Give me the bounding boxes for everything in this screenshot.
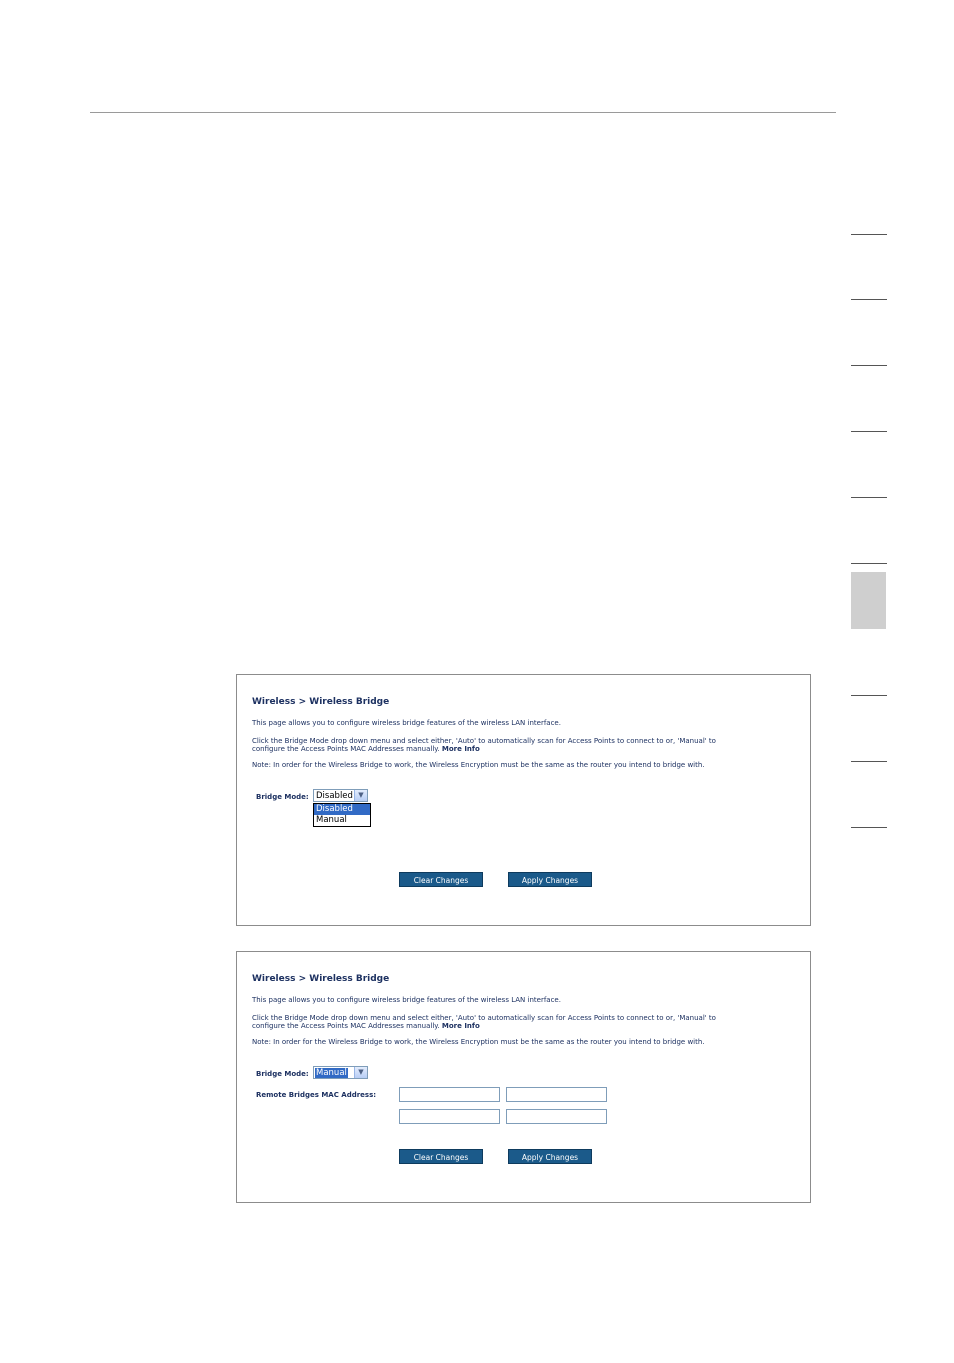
mac-address-field-2[interactable] [506, 1087, 607, 1102]
mac-address-label: Remote Bridges MAC Address: [256, 1091, 377, 1099]
instruction-text-line2: configure the Access Points MAC Addresses manually. More Info [252, 1022, 480, 1030]
note-text: Note: In order for the Wireless Bridge to work, the Wireless Encryption must be the same as the router you intend to bridge with. [252, 761, 705, 769]
bridge-mode-value: Disabled [316, 791, 353, 801]
wireless-bridge-panel-disabled [236, 674, 811, 926]
bridge-mode-label: Bridge Mode: [256, 1070, 309, 1078]
mac-address-field-1[interactable] [399, 1087, 500, 1102]
intro-text: This page allows you to configure wireless bridge features of the wireless LAN interface. [252, 996, 561, 1004]
section-tab-9 [851, 827, 887, 828]
header-rule [90, 112, 836, 113]
page-title: Wireless > Wireless Bridge [252, 697, 390, 707]
clear-changes-button[interactable]: Clear Changes [399, 872, 483, 887]
bridge-mode-value: Manual [316, 1068, 347, 1078]
clear-changes-button[interactable]: Clear Changes [399, 1149, 483, 1164]
bridge-mode-dropdown[interactable] [313, 803, 371, 827]
dropdown-option-disabled[interactable]: Disabled [314, 804, 370, 815]
apply-changes-button[interactable]: Apply Changes [508, 1149, 592, 1164]
page-title: Wireless > Wireless Bridge [252, 974, 390, 984]
more-info-link[interactable]: More Info [441, 1022, 480, 1030]
bridge-mode-select[interactable] [313, 789, 368, 802]
note-text: Note: In order for the Wireless Bridge to work, the Wireless Encryption must be the same as the router you intend to bridge with. [252, 1038, 705, 1046]
dropdown-option-manual[interactable]: Manual [316, 815, 347, 825]
chevron-down-icon[interactable]: ▼ [354, 790, 367, 801]
apply-changes-button[interactable]: Apply Changes [508, 872, 592, 887]
wireless-bridge-panel-manual [236, 951, 811, 1203]
section-tab-3 [851, 365, 887, 366]
bridge-mode-select[interactable] [313, 1066, 368, 1079]
section-tab-4 [851, 431, 887, 432]
section-tab-1 [851, 234, 887, 235]
more-info-link[interactable]: More Info [441, 745, 480, 753]
mac-address-field-4[interactable] [506, 1109, 607, 1124]
section-tab-2 [851, 299, 887, 300]
instruction-text-line1: Click the Bridge Mode drop down menu and select either, 'Auto' to automatically scan for Access Points to connect to or, 'Manual' to [252, 1014, 716, 1022]
section-tab-7 [851, 695, 887, 696]
mac-address-field-3[interactable] [399, 1109, 500, 1124]
instruction-text-line1: Click the Bridge Mode drop down menu and select either, 'Auto' to automatically scan for Access Points to connect to or, 'Manual' to [252, 737, 716, 745]
bridge-mode-label: Bridge Mode: [256, 793, 309, 801]
section-tab-active [851, 572, 886, 629]
section-tab-5 [851, 497, 887, 498]
instruction-text-line2: configure the Access Points MAC Addresses manually. More Info [252, 745, 480, 753]
intro-text: This page allows you to configure wireless bridge features of the wireless LAN interface. [252, 719, 561, 727]
chevron-down-icon[interactable]: ▼ [354, 1067, 367, 1078]
section-tab-8 [851, 761, 887, 762]
section-tab-6 [851, 563, 887, 564]
